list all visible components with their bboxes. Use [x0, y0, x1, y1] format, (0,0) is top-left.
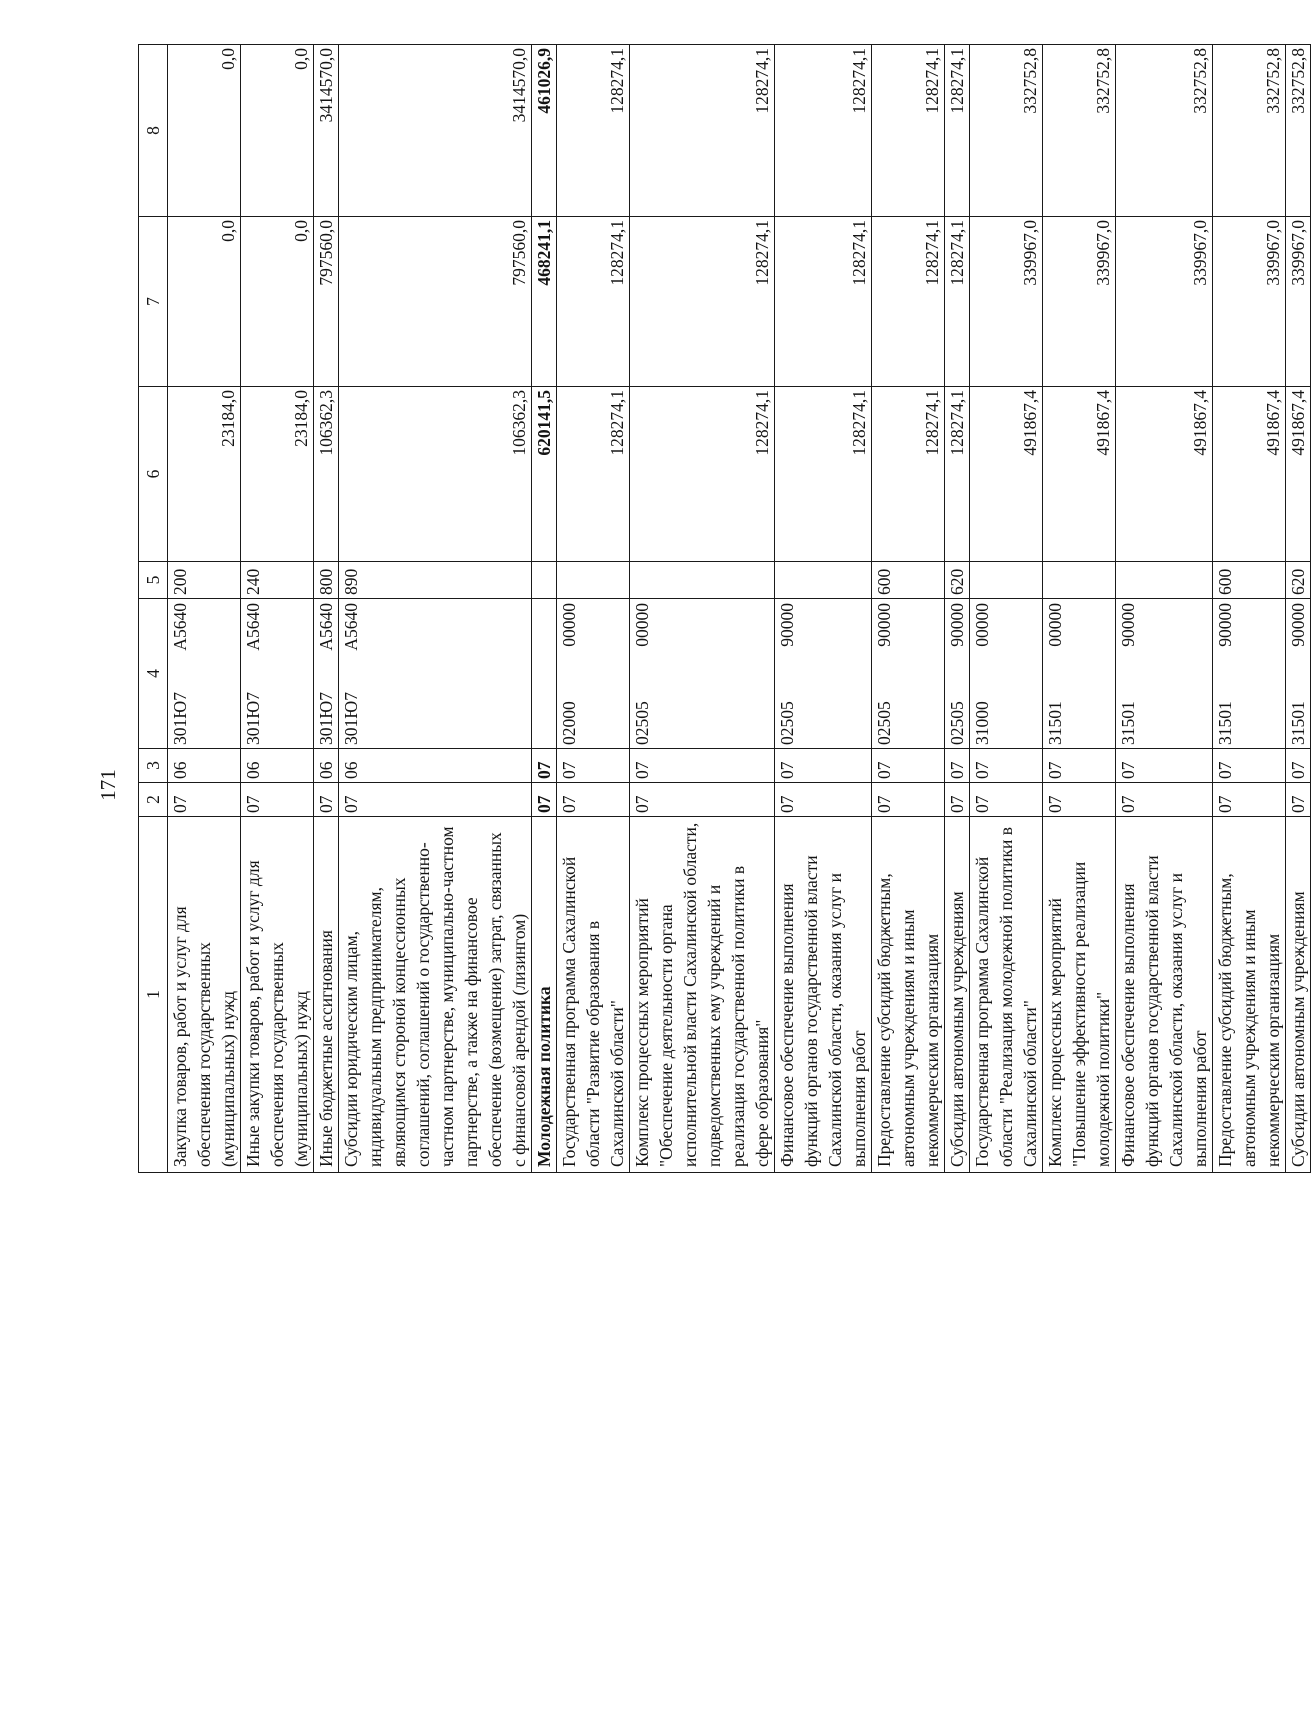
amount-col7: 339967,0 — [1213, 217, 1286, 387]
amount-col8: 0,0 — [241, 45, 314, 217]
subsection-code: 06 — [339, 749, 532, 783]
row-name: Государственная программа Сахалинской области "Реализация молодежной политики в Сахалинской области" — [970, 817, 1043, 1173]
target-article-code — [314, 599, 339, 749]
target-program-part: 31501 — [1288, 701, 1308, 745]
target-article-code — [630, 599, 775, 749]
section-code: 07 — [1116, 783, 1213, 817]
budget-table — [138, 44, 1311, 1173]
amount-col6: 491867,4 — [970, 387, 1043, 562]
subsection-code: 07 — [1286, 749, 1311, 783]
expense-type-code: 240 — [241, 562, 314, 599]
column-header: 8 — [139, 45, 168, 217]
column-header: 4 — [139, 599, 168, 749]
target-program-part: 301Ю7 — [316, 692, 336, 745]
row-name: Предоставление субсидий бюджетным, автономным учреждениям и иным некоммерческим организациям — [1213, 817, 1286, 1173]
target-direction-part: А5640 — [341, 603, 361, 651]
target-article-code — [1286, 599, 1311, 749]
expense-type-code: 600 — [872, 562, 945, 599]
target-program-part: 301Ю7 — [170, 692, 190, 745]
target-program-part: 02505 — [874, 701, 894, 745]
column-header: 7 — [139, 217, 168, 387]
target-article-code — [1116, 599, 1213, 749]
amount-col6: 23184,0 — [241, 387, 314, 562]
amount-col7: 128274,1 — [775, 217, 872, 387]
amount-col6: 106362,3 — [314, 387, 339, 562]
target-article-code — [945, 599, 970, 749]
amount-col8: 0,0 — [168, 45, 241, 217]
subsection-code: 07 — [775, 749, 872, 783]
target-direction-part: 90000 — [1118, 603, 1138, 647]
target-direction-part: 00000 — [972, 603, 992, 647]
amount-col8: 128274,1 — [630, 45, 775, 217]
target-program-part: 02505 — [632, 701, 652, 745]
target-direction-part: 90000 — [1288, 603, 1308, 647]
amount-col8: 332752,8 — [970, 45, 1043, 217]
row-name: Государственная программа Сахалинской области "Развитие образования в Сахалинской области" — [557, 817, 630, 1173]
amount-col7: 0,0 — [168, 217, 241, 387]
amount-col7: 339967,0 — [1116, 217, 1213, 387]
amount-col7: 128274,1 — [872, 217, 945, 387]
expense-type-code — [1116, 562, 1213, 599]
target-program-part: 301Ю7 — [243, 692, 263, 745]
subsection-code: 06 — [241, 749, 314, 783]
row-name: Комплекс процессных мероприятий "Обеспечение деятельности органа исполнительной власти Сахалинской области, подведомственных ему учреждений и реализация государственной политики в сфере образования" — [630, 817, 775, 1173]
amount-col8: 3414570,0 — [339, 45, 532, 217]
target-article-code — [872, 599, 945, 749]
expense-type-code: 800 — [314, 562, 339, 599]
amount-col6: 128274,1 — [775, 387, 872, 562]
expense-type-code: 200 — [168, 562, 241, 599]
target-program-part: 31501 — [1045, 701, 1065, 745]
subsection-code: 07 — [872, 749, 945, 783]
column-header: 2 — [139, 783, 168, 817]
section-code: 07 — [339, 783, 532, 817]
amount-col8: 332752,8 — [1116, 45, 1213, 217]
section-code: 07 — [532, 783, 557, 817]
target-direction-part: А5640 — [170, 603, 190, 651]
target-direction-part: 00000 — [1045, 603, 1065, 647]
amount-col7: 468241,1 — [532, 217, 557, 387]
table-row — [168, 45, 241, 1173]
table-row — [1116, 45, 1213, 1173]
subsection-code: 07 — [1043, 749, 1116, 783]
table-row — [339, 45, 532, 1173]
subsection-code: 06 — [314, 749, 339, 783]
subsection-code: 06 — [168, 749, 241, 783]
target-program-part: 31501 — [1215, 701, 1235, 745]
row-name: Финансовое обеспечение выполнения функций органов государственной власти Сахалинской области, оказания услуг и выполнения работ — [1116, 817, 1213, 1173]
row-name: Предоставление субсидий бюджетным, автономным учреждениям и иным некоммерческим организациям — [872, 817, 945, 1173]
row-name: Субсидии юридическим лицам, индивидуальным предпринимателям, являющимся стороной концессионных соглашений, соглашений о государственно-частном партнерстве, муниципально-частном партнерстве, а также на финансовое обеспечение (возмещение) затрат, связанных с финансовой арендой (лизингом) — [339, 817, 532, 1173]
target-program-part: 02000 — [559, 701, 579, 745]
target-article-code — [970, 599, 1043, 749]
amount-col7: 339967,0 — [1286, 217, 1311, 387]
subsection-code: 07 — [945, 749, 970, 783]
section-code: 07 — [945, 783, 970, 817]
subsection-code: 07 — [532, 749, 557, 783]
target-direction-part: А5640 — [316, 603, 336, 651]
target-article-code — [241, 599, 314, 749]
table-header-row — [139, 45, 168, 1173]
subsection-code: 07 — [630, 749, 775, 783]
expense-type-code: 890 — [339, 562, 532, 599]
row-name: Комплекс процессных мероприятий "Повышение эффективности реализации молодежной политики" — [1043, 817, 1116, 1173]
amount-col6: 491867,4 — [1043, 387, 1116, 562]
row-name: Иные закупки товаров, работ и услуг для обеспечения государственных (муниципальных) нужд — [241, 817, 314, 1173]
section-code: 07 — [168, 783, 241, 817]
amount-col8: 128274,1 — [557, 45, 630, 217]
amount-col6: 128274,1 — [630, 387, 775, 562]
subsection-code: 07 — [1116, 749, 1213, 783]
target-program-part: 31501 — [1118, 701, 1138, 745]
amount-col8: 128274,1 — [945, 45, 970, 217]
target-article-code — [1213, 599, 1286, 749]
amount-col8: 128274,1 — [872, 45, 945, 217]
column-header: 3 — [139, 749, 168, 783]
rotated-page-content — [138, 45, 1308, 1173]
table-row — [775, 45, 872, 1173]
target-program-part: 301Ю7 — [341, 692, 361, 745]
amount-col7: 0,0 — [241, 217, 314, 387]
column-header: 5 — [139, 562, 168, 599]
page-number: 171 — [96, 769, 120, 801]
section-code: 07 — [557, 783, 630, 817]
table-row — [630, 45, 775, 1173]
amount-col8: 332752,8 — [1286, 45, 1311, 217]
amount-col6: 128274,1 — [872, 387, 945, 562]
table-row — [532, 45, 557, 1173]
amount-col6: 491867,4 — [1286, 387, 1311, 562]
subsection-code: 07 — [557, 749, 630, 783]
section-code: 07 — [241, 783, 314, 817]
table-row — [945, 45, 970, 1173]
amount-col7: 128274,1 — [945, 217, 970, 387]
target-program-part: 02505 — [777, 701, 797, 745]
column-header: 6 — [139, 387, 168, 562]
table-row — [241, 45, 314, 1173]
row-name: Субсидии автономным учреждениям — [945, 817, 970, 1173]
subsection-code: 07 — [970, 749, 1043, 783]
amount-col8: 128274,1 — [775, 45, 872, 217]
expense-type-code — [630, 562, 775, 599]
target-direction-part: 90000 — [947, 603, 967, 647]
target-article-code — [775, 599, 872, 749]
expense-type-code: 620 — [1286, 562, 1311, 599]
amount-col8: 3414570,0 — [314, 45, 339, 217]
expense-type-code — [1043, 562, 1116, 599]
table-row — [970, 45, 1043, 1173]
target-program-part: 31000 — [972, 701, 992, 745]
section-code: 07 — [1043, 783, 1116, 817]
table-row — [872, 45, 945, 1173]
subsection-code: 07 — [1213, 749, 1286, 783]
expense-type-code: 620 — [945, 562, 970, 599]
target-article-code — [1043, 599, 1116, 749]
target-program-part: 02505 — [947, 701, 967, 745]
row-name: Иные бюджетные ассигнования — [314, 817, 339, 1173]
amount-col6: 491867,4 — [1116, 387, 1213, 562]
target-article-code — [557, 599, 630, 749]
section-code: 07 — [630, 783, 775, 817]
row-name: Субсидии автономным учреждениям — [1286, 817, 1311, 1173]
target-direction-part: А5640 — [243, 603, 263, 651]
table-row — [1213, 45, 1286, 1173]
target-article-code — [532, 599, 557, 749]
target-direction-part: 90000 — [1215, 603, 1235, 647]
section-code: 07 — [314, 783, 339, 817]
expense-type-code — [532, 562, 557, 599]
section-code: 07 — [872, 783, 945, 817]
target-direction-part: 90000 — [777, 603, 797, 647]
amount-col7: 797560,0 — [314, 217, 339, 387]
target-article-code — [339, 599, 532, 749]
amount-col8: 461026,9 — [532, 45, 557, 217]
amount-col7: 128274,1 — [557, 217, 630, 387]
target-direction-part: 00000 — [632, 603, 652, 647]
amount-col6: 128274,1 — [557, 387, 630, 562]
row-name: Закупка товаров, работ и услуг для обеспечения государственных (муниципальных) нужд — [168, 817, 241, 1173]
row-name: Молодежная политика — [532, 817, 557, 1173]
amount-col7: 339967,0 — [1043, 217, 1116, 387]
amount-col6: 620141,5 — [532, 387, 557, 562]
table-row — [557, 45, 630, 1173]
section-code: 07 — [970, 783, 1043, 817]
table-row — [1286, 45, 1311, 1173]
target-direction-part: 90000 — [874, 603, 894, 647]
amount-col6: 23184,0 — [168, 387, 241, 562]
expense-type-code — [970, 562, 1043, 599]
row-name: Финансовое обеспечение выполнения функций органов государственной власти Сахалинской области, оказания услуг и выполнения работ — [775, 817, 872, 1173]
amount-col6: 491867,4 — [1213, 387, 1286, 562]
target-article-code — [168, 599, 241, 749]
section-code: 07 — [775, 783, 872, 817]
section-code: 07 — [1213, 783, 1286, 817]
amount-col8: 332752,8 — [1043, 45, 1116, 217]
table-row — [1043, 45, 1116, 1173]
target-direction-part: 00000 — [559, 603, 579, 647]
expense-type-code — [557, 562, 630, 599]
amount-col7: 128274,1 — [630, 217, 775, 387]
amount-col6: 128274,1 — [945, 387, 970, 562]
table-row — [314, 45, 339, 1173]
amount-col7: 339967,0 — [970, 217, 1043, 387]
expense-type-code — [775, 562, 872, 599]
expense-type-code: 600 — [1213, 562, 1286, 599]
amount-col7: 797560,0 — [339, 217, 532, 387]
amount-col6: 106362,3 — [339, 387, 532, 562]
section-code: 07 — [1286, 783, 1311, 817]
column-header: 1 — [139, 817, 168, 1173]
amount-col8: 332752,8 — [1213, 45, 1286, 217]
